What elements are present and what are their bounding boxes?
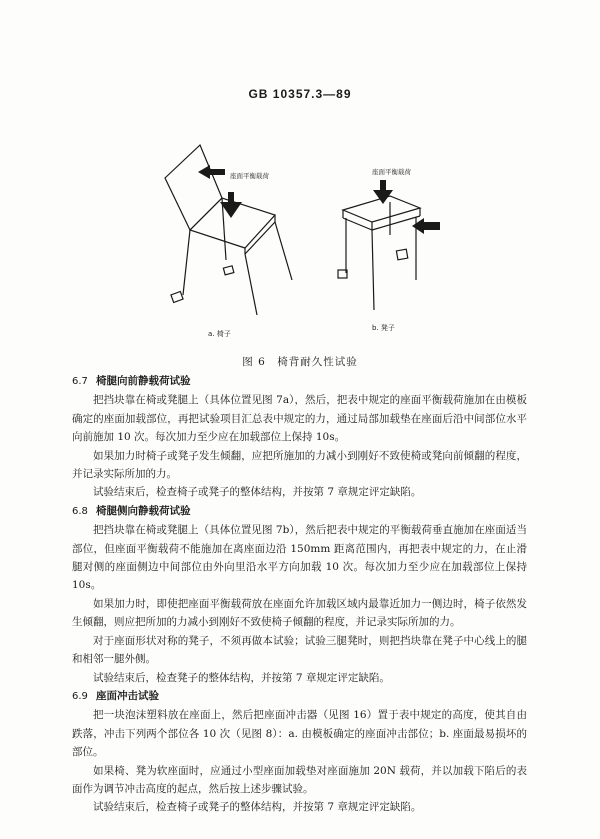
paragraph: 如果加力时，即使把座面平衡载荷放在座面允许加载区域内最靠近加力一侧边时，椅子依然发生倾翻，则应把所加的力减小到刚好不致使椅子倾翻的程度，并记录实际所加的力。: [72, 597, 527, 629]
paragraph: 如果加力时椅子或凳子发生倾翻，应把所施加的力减小到刚好不致使椅或凳向前倾翻的程度，并记录实际所加的力。: [72, 449, 527, 481]
paragraph: 把挡块靠在椅或凳腿上（具体位置见图 7a），然后，把表中规定的座面平衡载荷施加在由模板确定的座面加载部位，再把试验项目汇总表中规定的力，通过局部加载垫在座面后沿中间部位水平向前施加 10 次。每次加力至少应在加载部位上保持 10s。: [72, 394, 527, 444]
figure-title: 图 6 椅背耐久性试验: [242, 356, 358, 368]
paragraph: 试验结束后，检查椅子或凳子的整体结构，并按第 7 章规定评定缺陷。: [93, 801, 422, 814]
paragraph: 如果椅、凳为软座面时，应通过小型座面加载垫对座面施加 20N 载荷，并以加载下陷后的表面作为调节冲击高度的起点，然后按上述步骤试验。: [72, 764, 527, 795]
section-heading: 6.9 座面冲击试验: [72, 689, 159, 702]
stool-drawing: [338, 180, 440, 310]
paragraph: 对于座面形状对称的凳子，不须再做本试验；试验三腿凳时，则把挡块靠在凳子中心线上的腿和相邻一腿外侧。: [72, 634, 527, 666]
paragraph: 试验结束后，检查凳子的整体结构，并按第 7 章规定评定缺陷。: [93, 671, 390, 684]
paragraph: 把一块泡沫塑料放在座面上，然后把座面冲击器（见图 16）置于表中规定的高度，使其自由跌落，冲击下列两个部位各 10 次（见图 8）：a. 由模板确定的座面冲击部位；b. 座面最易损坏的部位。: [72, 709, 527, 759]
paragraph: 把挡块靠在椅或凳腿上（具体位置见图 7b），然后把表中规定的平衡载荷垂直施加在座面适当部位，但座面平衡载荷不能施加在离座面边沿 150mm 距离范围内，再把表中规定的力，在止滑腿对侧的座面侧边中间部位由外向里沿水平方向加载 10 次。每次加力至少应在加载部位上保持 10s。: [72, 524, 527, 592]
document-body: [72, 372, 527, 817]
paragraph: 试验结束后，检查椅子或凳子的整体结构，并按第 7 章规定评定缺陷。: [93, 486, 422, 499]
chair-drawing: [165, 145, 292, 315]
chair-caption: a. 椅子: [208, 330, 231, 338]
section-heading: 6.7 椅腿向前静载荷试验: [72, 375, 191, 387]
standard-code-header: GB 10357.3—89: [248, 87, 352, 101]
section-heading: 6.8 椅腿侧向静载荷试验: [72, 504, 191, 517]
stool-caption: b. 凳子: [372, 324, 395, 332]
stool-load-label: 座面平衡载荷: [372, 168, 411, 176]
chair-load-label: 座面平衡载荷: [230, 172, 269, 180]
figure-6-chair-stool-diagram: [150, 130, 460, 350]
